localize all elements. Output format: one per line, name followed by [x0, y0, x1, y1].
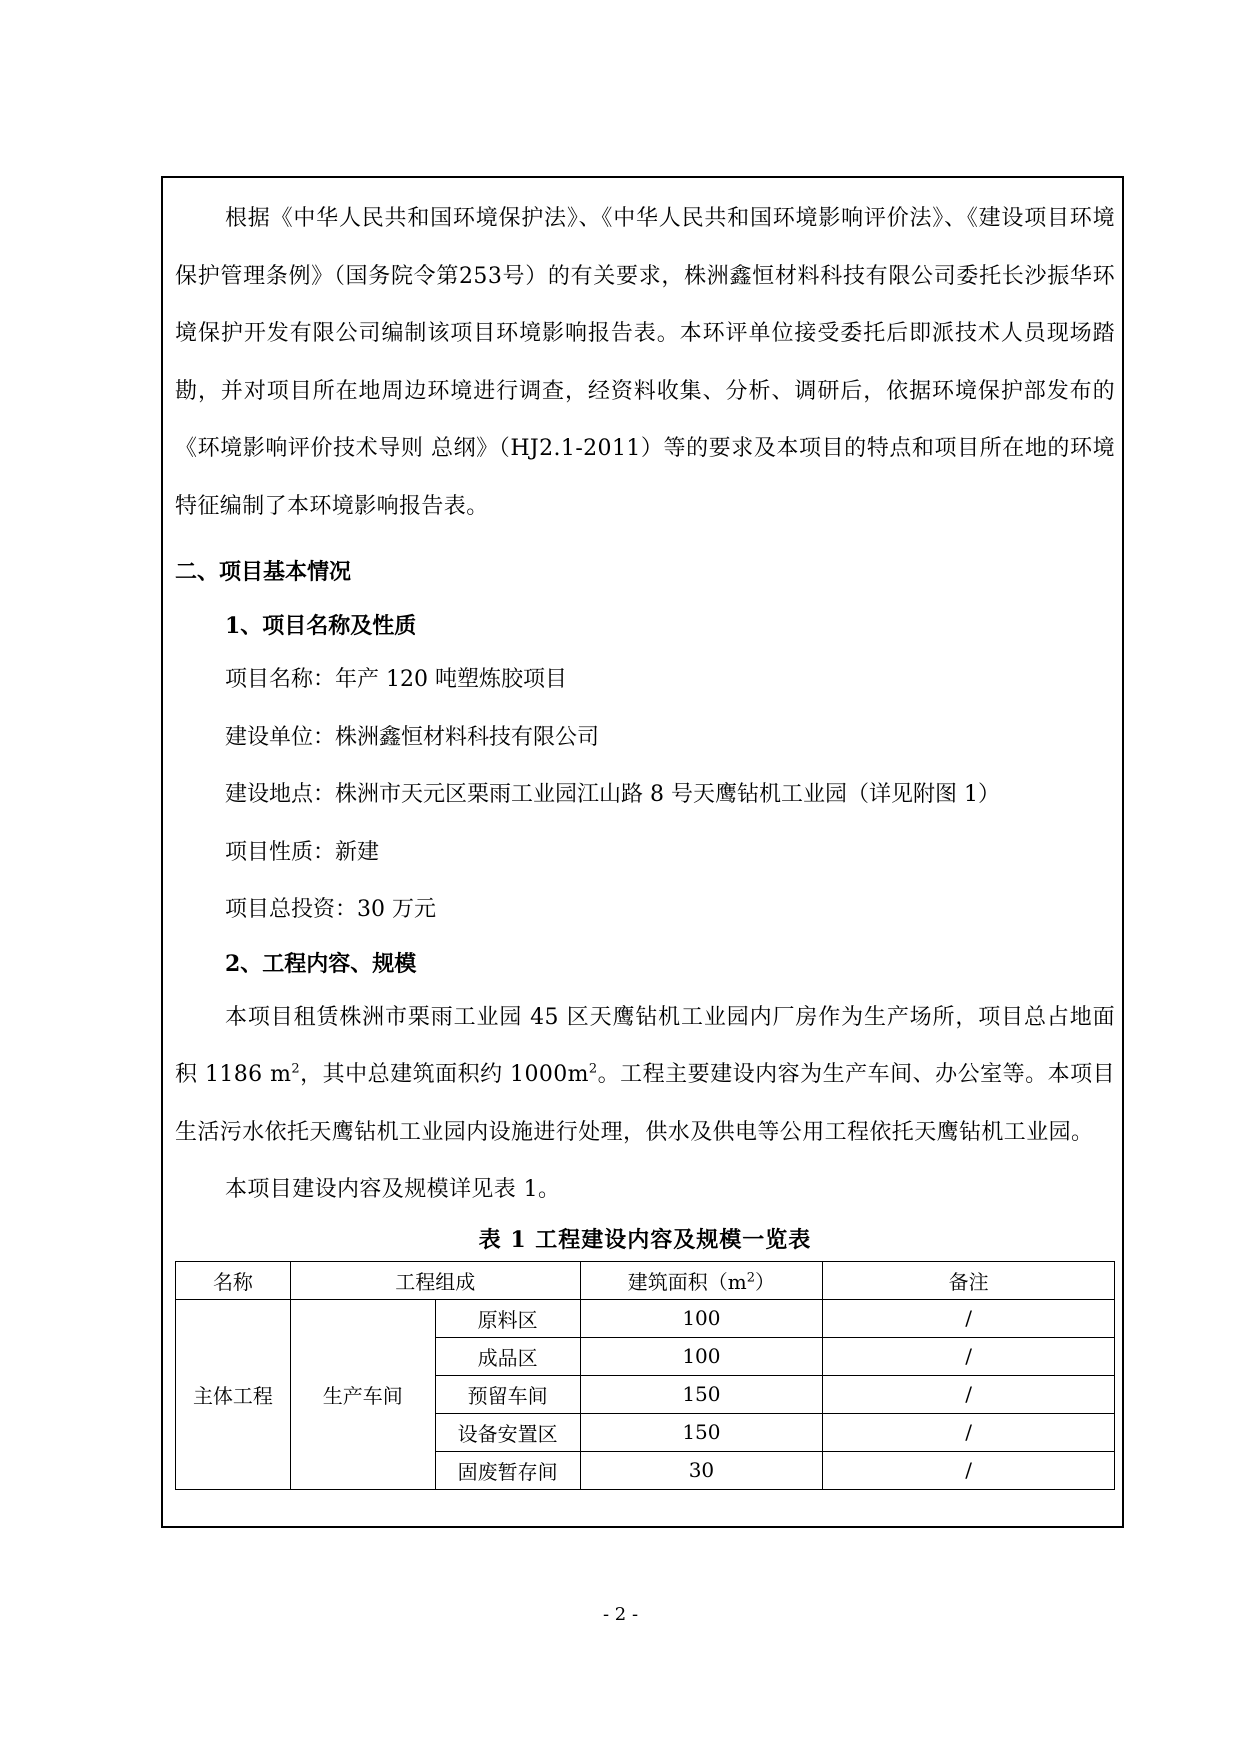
table-caption: 表 1 工程建设内容及规模一览表	[478, 1226, 812, 1253]
item-cell: 固废暂存间	[435, 1451, 580, 1489]
page-number: - 2 -	[602, 1604, 639, 1625]
item-cell: 预留车间	[435, 1375, 580, 1413]
subsection-heading-2: 2、工程内容、规模	[225, 950, 417, 977]
remark-cell: /	[823, 1451, 1115, 1489]
total-investment: 项目总投资：30 万元	[225, 897, 436, 922]
area-cell: 150	[580, 1375, 823, 1413]
table-reference: 本项目建设内容及规模详见表 1。	[225, 1177, 561, 1202]
scale-paragraph	[175, 989, 1115, 1162]
remark-cell: /	[823, 1413, 1115, 1451]
intro-paragraph: 根据《中华人民共和国环境保护法》、《中华人民共和国环境影响评价法》、《建设项目环境保护管理条例》（国务院令第253号）的有关要求，株洲鑫恒材料科技有限公司委托长沙振华环境保护开发有限公司编制该项目环境影响报告表。本环评单位接受委托后即派技术人员现场踏勘，并对项目所在地周边环境进行调查，经资料收集、分析、调研后，依据环境保护部发布的《环境影响评价技术导则 总纲》（HJ2.1-2011）等的要求及本项目的特点和项目所在地的环境特征编制了本环境影响报告表。	[175, 206, 1115, 519]
area-cell: 100	[580, 1337, 823, 1375]
header-name: 名称	[176, 1261, 291, 1299]
project-nature: 项目性质：新建	[225, 839, 380, 865]
area-cell: 100	[580, 1299, 823, 1337]
project-table	[175, 1261, 1115, 1490]
remark-cell: /	[823, 1375, 1115, 1413]
remark-cell: /	[823, 1299, 1115, 1337]
scale-text-c: 。工程主要建设内容为生产车间、办公室等。本项目生活污水依托天鹰钻机工业园内设施进行处理，供水及供电等公用工程依托天鹰钻机工业园。	[175, 1062, 1115, 1145]
project-name: 项目名称：年产 120 吨塑炼胶项目	[225, 667, 567, 692]
group-cell: 主体工程	[176, 1299, 291, 1489]
subsection-heading-1: 1、项目名称及性质	[225, 613, 417, 639]
superscript: 2	[588, 1061, 598, 1077]
subgroup-cell: 生产车间	[290, 1299, 435, 1489]
section-heading: 二、项目基本情况	[175, 559, 352, 585]
table-row	[176, 1299, 1115, 1337]
item-cell: 成品区	[435, 1337, 580, 1375]
header-composition: 工程组成	[290, 1261, 580, 1299]
scale-text-b: ，其中总建筑面积约 1000m	[300, 1062, 589, 1087]
remark-cell: /	[823, 1337, 1115, 1375]
item-cell: 原料区	[435, 1299, 580, 1337]
construction-location: 建设地点：株洲市天元区栗雨工业园江山路 8 号天鹰钻机工业园（详见附图 1）	[225, 782, 1000, 807]
construction-unit: 建设单位：株洲鑫恒材料科技有限公司	[225, 724, 600, 750]
item-cell: 设备安置区	[435, 1413, 580, 1451]
table-header-row	[176, 1261, 1115, 1299]
area-cell: 150	[580, 1413, 823, 1451]
header-area: 建筑面积$(m^2)$	[580, 1261, 823, 1299]
scale-text-a: 本项目租赁株洲市栗雨工业园 45 区天鹰钻机工业园内厂房作为生产场所，项目总占地面积 1186 m	[175, 1004, 1115, 1087]
area-cell: 30	[580, 1451, 823, 1489]
content-area	[175, 190, 1115, 1490]
header-remark: 备注	[823, 1261, 1115, 1299]
superscript: 2	[291, 1061, 300, 1077]
